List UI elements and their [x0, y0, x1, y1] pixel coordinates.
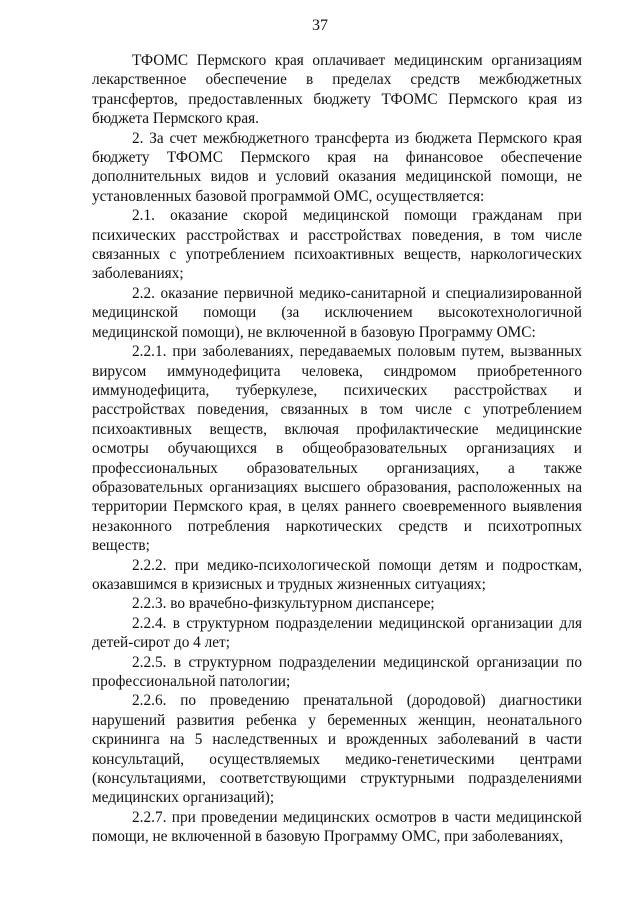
document-body	[92, 51, 582, 847]
paragraph-item-2-2-6: 2.2.6. по проведению пренатальной (дородовой) диагностики нарушений развития ребенка у беременных женщин, неонатального скрининга на 5 наследственных и врожденных заболеваний в части консультаций, осуществляемых медико-генетическими центрами (консультациями, соответствующими структурными подразделениями медицинских организаций);	[92, 692, 582, 807]
paragraph-item-2-1: 2.1. оказание скорой медицинской помощи гражданам при психических расстройствах и расстройствах поведения, в том числе связанных с употреблением психоактивных веществ, наркологических заболеваниях;	[92, 207, 582, 283]
page-number: 37	[312, 17, 328, 34]
paragraph-tfoms-payment: ТФОМС Пермского края оплачивает медицинским организациям лекарственное обеспечение в пределах средств межбюджетных трансфертов, предоставленных бюджету ТФОМС Пермского края из бюджета Пермского края.	[92, 52, 582, 128]
paragraph-item-2-2-7: 2.2.7. при проведении медицинских осмотров в части медицинской помощи, не включенной в базовую Программу ОМС, при заболеваниях,	[92, 808, 582, 846]
paragraph-item-2-2-3: 2.2.3. во врачебно-физкультурном диспансере;	[132, 595, 435, 613]
paragraph-item-2: 2. За счет межбюджетного трансферта из бюджета Пермского края бюджету ТФОМС Пермского края на финансовое обеспечение дополнительных видов и условий оказания медицинской помощи, не установленных базовой программой ОМС, осуществляется:	[92, 129, 582, 205]
paragraph-item-2-2-2: 2.2.2. при медико-психологической помощи детям и подросткам, оказавшимся в кризисных и трудных жизненных ситуациях;	[92, 556, 582, 593]
paragraph-item-2-2-5: 2.2.5. в структурном подразделении медицинской организации по профессиональной патологии;	[92, 653, 582, 690]
paragraph-item-2-2-4: 2.2.4. в структурном подразделении медицинской организации для детей-сирот до 4 лет;	[92, 614, 582, 652]
paragraph-item-2-2-1: 2.2.1. при заболеваниях, передаваемых половым путем, вызванных вирусом иммунодефицита человека, синдромом приобретенного иммунодефицита, туберкулезе, психических расстройствах и расстройствах поведения, связанных в том числе с употреблением психоактивных веществ, включая профилактические медицинские осмотры обучающихся в общеобразовательных организациях и профессиональных образовательных организациях, а также образовательных организациях высшего образования, расположенных на территории Пермского края, в целях раннего своевременного выявления незаконного потребления наркотических средств и психотропных веществ;	[92, 343, 582, 555]
paragraph-item-2-2: 2.2. оказание первичной медико-санитарной и специализированной медицинской помощи (за исключением высокотехнологичной медицинской помощи), не включенной в базовую Программу ОМС:	[92, 284, 582, 341]
